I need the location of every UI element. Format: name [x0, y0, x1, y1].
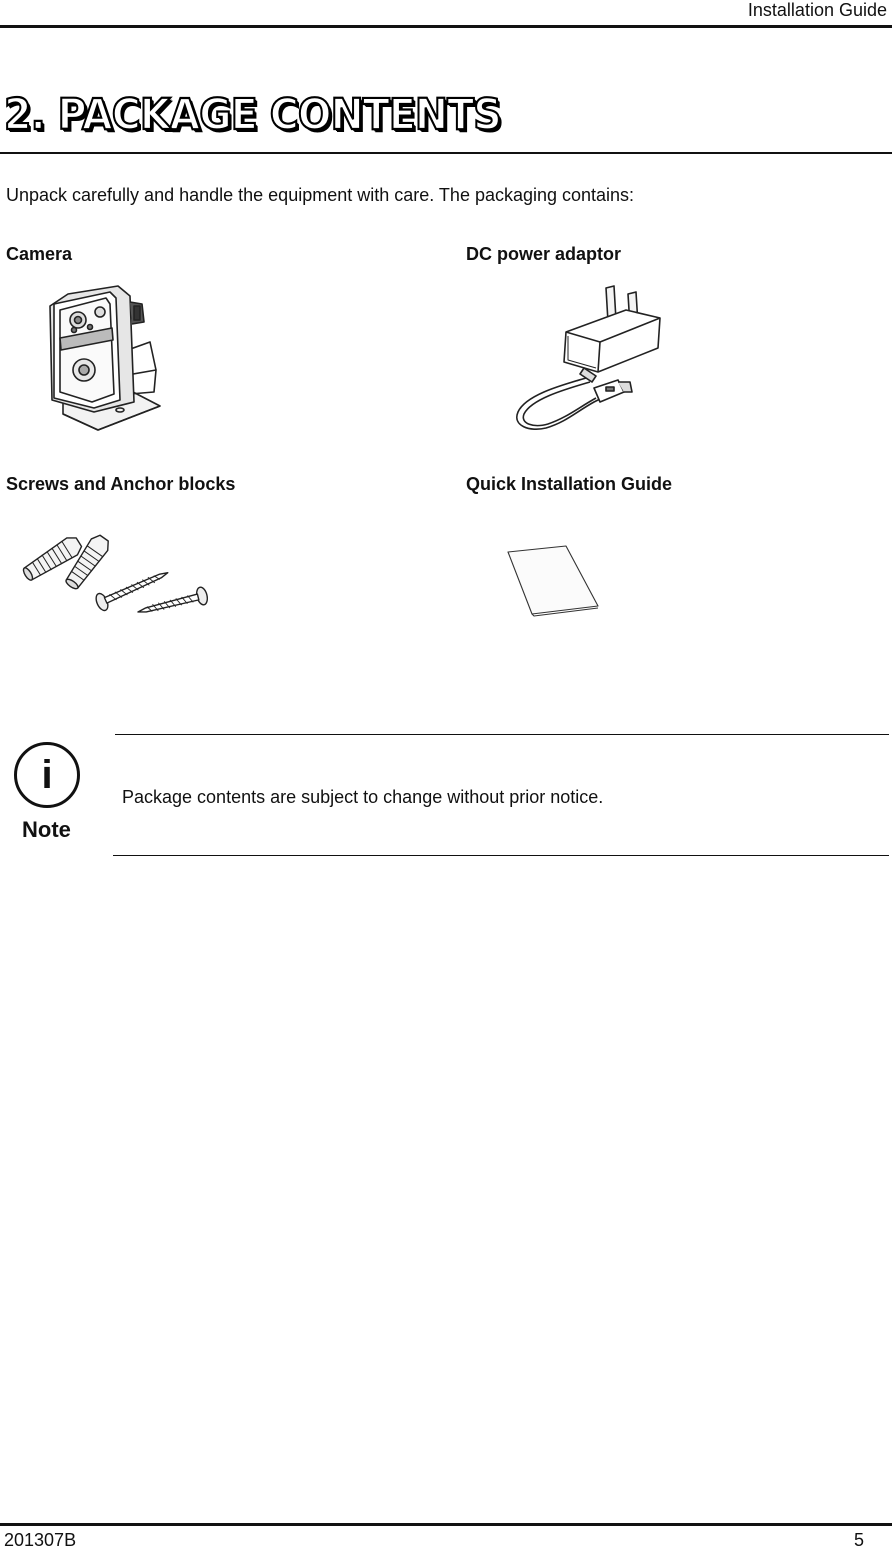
power-adaptor-icon [506, 284, 666, 440]
info-icon-glyph: i [41, 753, 53, 797]
heading-divider [0, 152, 892, 154]
item-label-screws: Screws and Anchor blocks [6, 474, 236, 494]
item-label-quick-guide: Quick Installation Guide [466, 474, 673, 494]
screws-anchors-icon [10, 528, 210, 618]
item-label-camera: Camera [6, 244, 73, 264]
footer-document-code: 201307B [4, 1530, 77, 1550]
info-icon [14, 742, 80, 808]
camera-icon [38, 282, 168, 438]
footer-divider [0, 1523, 892, 1526]
intro-paragraph: Unpack carefully and handle the equipment with care. The packaging contains: [6, 185, 635, 205]
note-label: Note [22, 817, 71, 842]
footer-page-number: 5 [853, 1530, 864, 1550]
note-divider-top [115, 734, 889, 735]
header-divider [0, 25, 892, 28]
section-heading: 2. PACKAGE CONTENTS [4, 90, 501, 140]
item-label-power-adaptor: DC power adaptor [466, 244, 622, 264]
note-divider-bottom [113, 855, 889, 856]
booklet-icon [504, 544, 604, 620]
page-header-title: Installation Guide [747, 0, 887, 20]
note-text: Package contents are subject to change without prior notice. [122, 787, 604, 807]
